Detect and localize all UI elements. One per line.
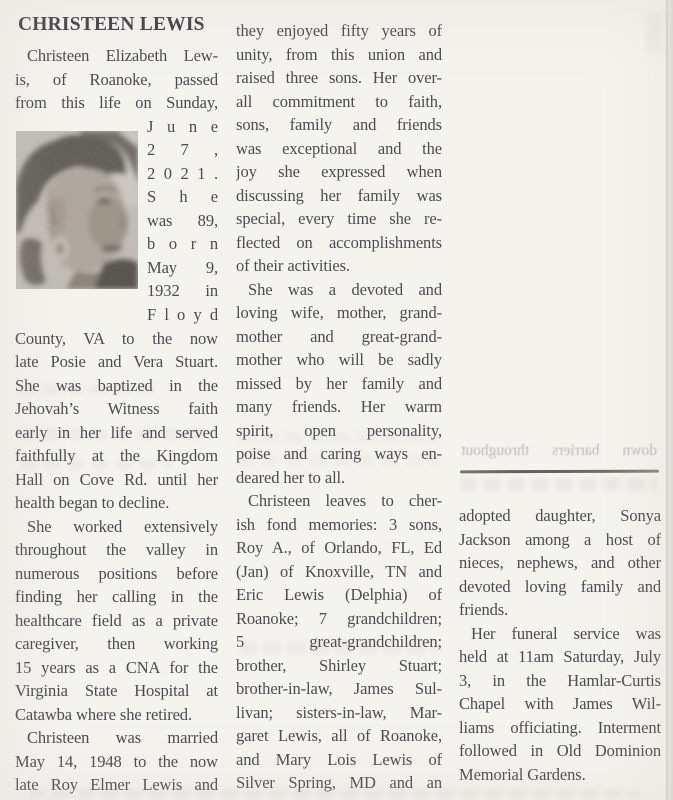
text-line: they enjoyed fifty years of [236, 21, 442, 40]
text-line: 2 0 2 1 . [147, 163, 218, 183]
text-line: Memorial Gardens. [459, 764, 586, 784]
text-line: missed by her family and [236, 373, 442, 393]
text-line: May 9, [147, 257, 218, 277]
text-line: 3, in the Hamlar-Curtis [459, 670, 661, 690]
text-line: early in her life and served [15, 422, 218, 442]
text-line: Jackson among a host of [459, 529, 661, 549]
text-line: raised three sons. Her over- [236, 68, 442, 87]
intro-paragraph-lines [15, 44, 218, 115]
text-line: was 89, [147, 210, 218, 230]
text-line: Silver Spring, MD and an [236, 773, 442, 792]
text-line: all commitment to faith, [236, 91, 442, 111]
text-line: followed in Old Dominion [459, 741, 661, 760]
text-line: is, of Roanoke, passed [15, 69, 218, 89]
text-line: (Jan) of Knoxville, TN and [236, 561, 442, 581]
paper-edge-line [666, 0, 668, 800]
text-line: Roanoke; 7 grandchildren; [236, 608, 442, 628]
text-line: Eric Lewis (Delphia) of [236, 585, 442, 604]
portrait-photo-graphic [16, 131, 138, 289]
text-line: S h e [147, 187, 218, 206]
text-line: liams officiating. Interment [459, 717, 661, 737]
text-line: joy she expressed when [236, 162, 442, 181]
text-line: Christeen was married [27, 728, 218, 747]
text-line: 2 7 , [147, 140, 218, 159]
text-line: b o r n [147, 234, 218, 253]
text-line: May 14, 1948 to the now [15, 751, 218, 771]
text-line: mother and great-grand- [236, 326, 442, 346]
text-line: Catawba where she retired. [15, 704, 192, 724]
text-line: Christeen leaves to cher- [248, 491, 442, 510]
column3-body-lines [459, 504, 661, 786]
text-line: from this life on Sunday, [15, 93, 218, 112]
obituary-column-1 [15, 12, 218, 797]
text-line: deared her to all. [236, 467, 346, 487]
text-line: Chapel with James Wil- [459, 694, 661, 713]
text-line: Jehovah’s Witness faith [15, 399, 218, 418]
text-line: poise and caring ways en- [236, 444, 442, 463]
text-line: sons, family and friends [236, 115, 442, 134]
text-line: Virginia State Hospital at [15, 681, 218, 700]
photo-wrapped-text-lines [147, 115, 218, 327]
text-line: special, every time she re- [236, 209, 442, 228]
text-line: brother, Shirley Stuart; [236, 655, 442, 675]
text-line: Christeen Elizabeth Lew- [27, 46, 218, 65]
column1-body-lines [15, 327, 218, 797]
text-line: ish fond memories: 3 sons, [236, 514, 442, 534]
text-line: late Roy Elmer Lewis and [15, 775, 218, 794]
text-line: 15 years as a CNA for the [15, 657, 218, 677]
bleed-through-text: down barriers throughout [461, 442, 657, 459]
text-line: 1932 in [147, 281, 218, 300]
text-line: Her funeral service was [471, 623, 661, 643]
text-line: F l o y d [147, 304, 218, 324]
text-line: mother who will be sadly [236, 350, 442, 369]
obituary-column-3 [459, 0, 661, 800]
text-line: adopted daughter, Sonya [459, 506, 661, 525]
portrait-photo [16, 131, 138, 289]
text-line: J u n e [147, 116, 218, 136]
text-line: was exceptional and the [236, 138, 442, 158]
text-line: She was baptized in the [15, 375, 218, 395]
text-line: County, VA to the now [15, 328, 218, 348]
obituary-title: CHRISTEEN LEWIS [18, 14, 205, 35]
photo-and-wrapped-text [15, 115, 218, 327]
text-line: caregiver, then working [15, 634, 218, 653]
column-divider-rule [460, 470, 659, 473]
text-line: She worked extensively [27, 516, 218, 536]
text-line: of their activities. [236, 256, 350, 275]
text-line: throughout the valley in [15, 540, 218, 559]
text-line: held at 11am Saturday, July [459, 647, 661, 666]
text-line: discussing her family was [236, 185, 442, 205]
text-line: flected on accomplishments [236, 232, 442, 252]
text-line: 5 great-grandchildren; [236, 632, 442, 651]
text-line: livan; sisters-in-law, Mar- [236, 702, 442, 722]
text-line: numerous positions before [15, 563, 218, 583]
text-line: Roy A., of Orlando, FL, Ed [236, 538, 442, 557]
obituary-column-2 [236, 19, 442, 795]
text-line: faithfully at the Kingdom [15, 446, 218, 465]
text-line: healthcare field as a private [15, 610, 218, 630]
text-line: Hall on Cove Rd. until her [15, 469, 218, 489]
text-line: health began to decline. [15, 493, 170, 512]
text-line: finding her calling in the [15, 587, 218, 606]
text-line: devoted loving family and [459, 576, 661, 596]
text-line: late Posie and Vera Stuart. [15, 352, 218, 371]
text-line: brother-in-law, James Sul- [236, 679, 442, 698]
text-line: nieces, nephews, and other [459, 553, 661, 572]
text-line: garet Lewis, all of Roanoke, [236, 726, 442, 745]
text-line: many friends. Her warm [236, 397, 442, 416]
text-line: spirit, open personality, [236, 420, 442, 440]
column2-body-lines [236, 19, 442, 795]
text-line: She was a devoted and [248, 279, 442, 299]
text-line: unity, from this union and [236, 44, 442, 64]
text-line: loving wife, mother, grand- [236, 303, 442, 322]
paper-edge-shadow [668, 0, 673, 800]
text-line: and Mary Lois Lewis of [236, 749, 442, 769]
text-line: friends. [459, 600, 509, 619]
